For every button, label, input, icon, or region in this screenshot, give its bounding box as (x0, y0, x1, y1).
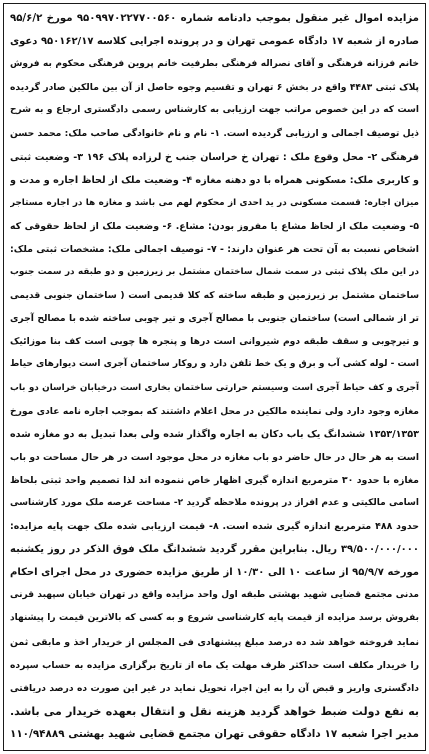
notice-line: دادگستری واریز و قبض آن را به این اجرا، تحویل نماید در غیر این صورت ده درصد دریافتی (10, 682, 419, 694)
notice-line: فرهنگی ۲- محل وقوع ملک : تهران خ خراسان جنب خ لرزاده پلاک ۱۹۶ ۳- وضعیت ثبتی (10, 151, 419, 163)
notice-line: مغازه با حدود ۳۰ مترمربع اندازه گیری اظهار خاص ننموده اند لذا تصمیم واحد ثبتی بلحاظ (10, 474, 419, 486)
notice-line: میزان اجاره: قسمت مسکونی در ید احدی از محکوم لهم می باشد و مغازه ها در اجاره مستاجر (10, 197, 419, 208)
notice-line: در این ملک پلاک ثبتی در سمت شمال ساختمان مشتمل بر زیرزمین و دو طبقه در سمت جنوب (10, 267, 419, 278)
notice-line: و تیرچوبی و سقف طبقه دوم شیروانی است درها و پنجره ها چوبی است کف بنا موزائیک (10, 336, 419, 348)
notice-line: تر از شمالی است) ساختمان جنوبی با مصالح آجری و تیر چوبی ساخته شده با مصالح آجری (10, 313, 419, 325)
notice-line: نماید فروخته خواهد شد ده درصد مبلغ پیشنهادی فی المجلس از خریدار اخذ و مابقی ثمن (10, 636, 419, 648)
notice-line: اشخاص نسبت به آن تحت هر عنوان دارند: - ۷- توصیف اجمالی ملک: مشخصات ثبتی ملک: (10, 243, 419, 255)
notice-line: به نفع دولت ضبط خواهد گردید هزینه نقل و انتقال بعهده خریدار می باشد. (10, 704, 419, 718)
notice-signature-line: مدیر اجرا شعبه ۱۷ دادگاه حقوقی تهران مجتمع قضایی شهید بهشتی ۱۱۰/۹۴۸۸۹ (10, 727, 419, 740)
notice-line: ۱۳۵۳/۱۳۵۳ ششدانگ یک باب دکان به اجاره واگذار شده ولی بعدا تبدیل به دو مغازه شده (10, 428, 419, 440)
notice-line: ۳۹/۵۰۰/۰۰۰/۰۰۰ ریال. بنابراین مقرر گردید ششدانگ ملک فوق الذکر در روز یکشنبه (10, 544, 419, 556)
notice-line: است به هر حال در حال حاضر دو باب مغازه در محل موجود است در هر حال مساحت دو باب (10, 451, 419, 463)
notice-line: مورخه ۹۵/۹/۷ از ساعت ۱۰ الی ۱۰/۳۰ از طریق مزایده حضوری در محل اجرای احکام (10, 567, 419, 579)
notice-line: مزایده اموال غیر منقول بموجب دادنامه شماره ۹۵۰۹۹۷۰۲۲۷۷۰۰۵۶۰ مورخ ۹۵/۶/۲ (10, 13, 419, 24)
notice-line: اسامی مالکیتی و عدم افراز در پرونده ملاحظه گردید ۲- مساحت عرصه ملک مورد کارشناسی (10, 497, 419, 508)
notice-line: را خریدار مکلف است حداکثر ظرف مهلت یک ماه از تاریخ برگزاری مزایده به حساب سپرده (10, 659, 419, 671)
notice-line: و کاربری ملک: مسکونی همراه با دو دهنه مغازه ۴- وضعیت ملک از لحاظ اجاره و مدت و (10, 174, 419, 186)
notice-line: خانم فرزانه فرهنگی و آقای نصراله فرهنگی بطرفیت خانم پروین فرهنگی محکوم به فروش (10, 59, 419, 70)
notice-line: آجری و کف حیاط آجری است وسیستم حرارتی ساختمان بخاری است درخیابان خراسان دو باب (10, 382, 419, 393)
auction-notice (3, 3, 426, 751)
notice-line: بفروش برسد مزایده از قیمت پایه کارشناسی شروع و به کسی که بالاترین قیمت را پیشنهاد (10, 613, 419, 624)
notice-line: مدنی مجتمع قضایی شهید بهشتی طبقه اول واحد مزایده واقع در تهران خیابان سپهبد قرنی (10, 590, 419, 601)
notice-line: ساختمان مشتمل بر زیرزمین و طبقه ساخته که کلا قدیمی است ( ساختمان جنوبی قدیمی (10, 290, 419, 302)
notice-line: ۵- وضعیت ملک از لحاظ مشاع یا مفروز بودن: مشاع. ۶- وضعیت ملک از لحاظ حقوقی که (10, 220, 419, 232)
notice-line: صادره از شعبه ۱۷ دادگاه عمومی تهران و در پرونده اجرایی کلاسه ۹۵۰۱۶۲/۱۷ دعوی (10, 36, 419, 48)
notice-line: حدود ۴۸۸ مترمربع اندازه گیری شده است. ۸- قیمت ارزیابی شده ملک جهت پایه مزایده: (10, 521, 419, 533)
notice-line: مغازه وجود دارد ولی نماینده مالکین در محل اعلام داشتند که بموجب اجاره نامه عادی مورخ (10, 405, 419, 417)
notice-line: ذیل توصیف اجمالی و ارزیابی گردیده است. ۱- نام و نام خانوادگی صاحب ملک: محمد حسن (10, 128, 419, 140)
notice-line: است - لوله کشی آب و برق و یک خط تلفن دارد و روکار ساختمان آجری است دیوارهای حیاط (10, 359, 419, 370)
notice-line: پلاک ثبتی ۴۴۸۳ واقع در بخش ۶ تهران و تقسیم وجوه حاصل از آن بین مالکین صادر گردیده (10, 82, 419, 94)
notice-line: است که در این خصوص مراتب جهت ارزیابی به کارشناس رسمی دادگستری ارجاع و به شرح (10, 105, 419, 116)
